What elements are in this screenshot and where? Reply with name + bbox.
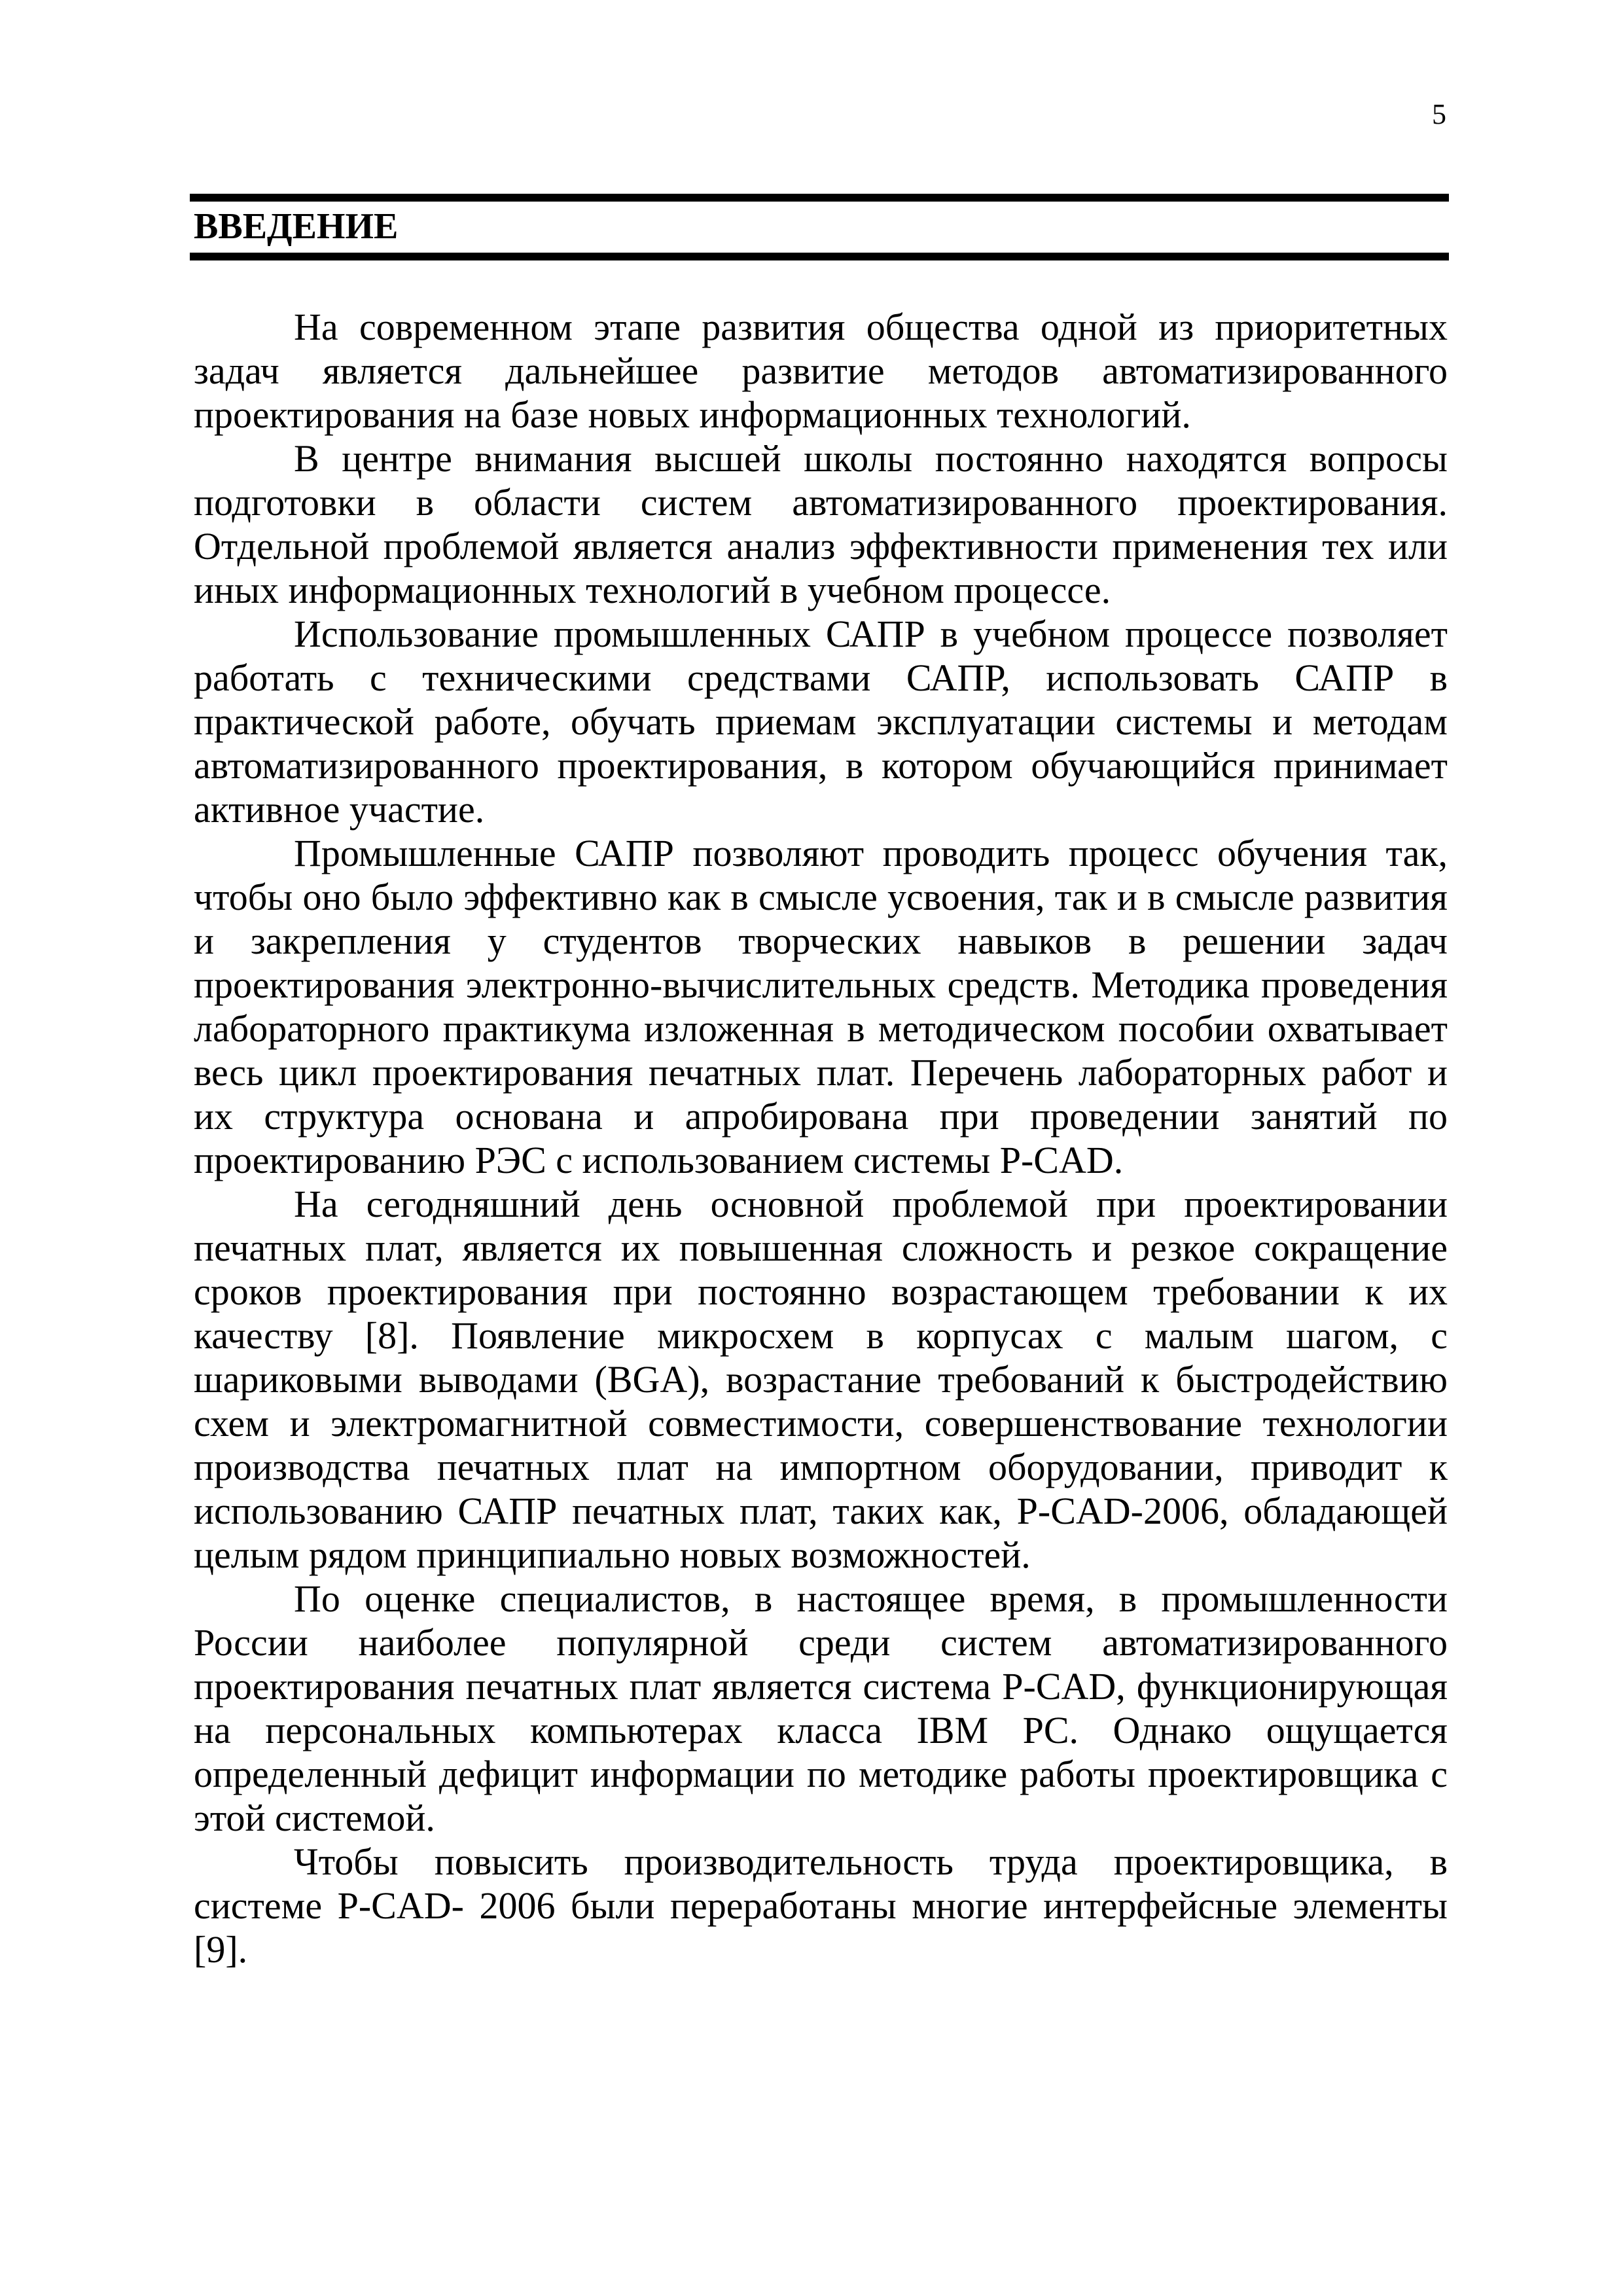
paragraph: Промышленные САПР позволяют проводить процесс обучения так, чтобы оно было эффективно как в смысле усвоения, так и в смысле развития и закрепления у студентов творческих навыков в решении задач проектирования электронно-вычислительных средств. Методика проведения лабораторного практикума изложенная в методическом пособии охватывает весь цикл проектирования печатных плат. Перечень лабораторных работ и их структура основана и апробирована при проведении занятий по проектированию РЭС с использованием системы P-CAD. — [194, 832, 1448, 1181]
section-heading: ВВЕДЕНИЕ — [194, 206, 399, 247]
paragraph: На сегодняшний день основной проблемой при проектировании печатных плат, является их повышенная сложность и резкое сокращение сроков проектирования при постоянно возрастающем требовании к их качеству [8]. Появление микросхем в корпусах с малым шагом, с шариковыми выводами (BGA), возрастание требований к быстродействию схем и электромагнитной совместимости, совершенствование технологии производства печатных плат на импортном оборудовании, приводит к использованию САПР печатных плат, таких как, P-CAD-2006, обладающей целым рядом принципиально новых возможностей. — [194, 1183, 1448, 1576]
page-number: 5 — [1432, 98, 1446, 130]
paragraph: В центре внимания высшей школы постоянно находятся вопросы подготовки в области систем автоматизированного проектирования. Отдельной проблемой является анализ эффективности применения тех или иных информационных технологий в учебном процессе. — [194, 437, 1448, 611]
heading-rule-top — [190, 194, 1449, 202]
body-text — [194, 305, 1448, 1971]
paragraph: На современном этапе развития общества одной из приоритетных задач является дальнейшее развитие методов автоматизированного проектирования на базе новых информационных технологий. — [194, 306, 1448, 436]
paragraph: Чтобы повысить производительность труда проектировщика, в системе P-CAD- 2006 были переработаны многие интерфейсные элементы [9]. — [194, 1840, 1448, 1971]
heading-rule-bottom — [190, 253, 1449, 260]
paragraph: Использование промышленных САПР в учебном процессе позволяет работать с техническими средствами САПР, использовать САПР в практической работе, обучать приемам эксплуатации системы и методам автоматизированного проектирования, в котором обучающийся принимает активное участие. — [194, 613, 1448, 831]
paragraph: По оценке специалистов, в настоящее время, в промышленности России наиболее популярной среди систем автоматизированного проектирования печатных плат является система P-CAD, функционирующая на персональных компьютерах класса IBM PC. Однако ощущается определенный дефицит информации по методике работы проектировщика с этой системой. — [194, 1577, 1448, 1839]
